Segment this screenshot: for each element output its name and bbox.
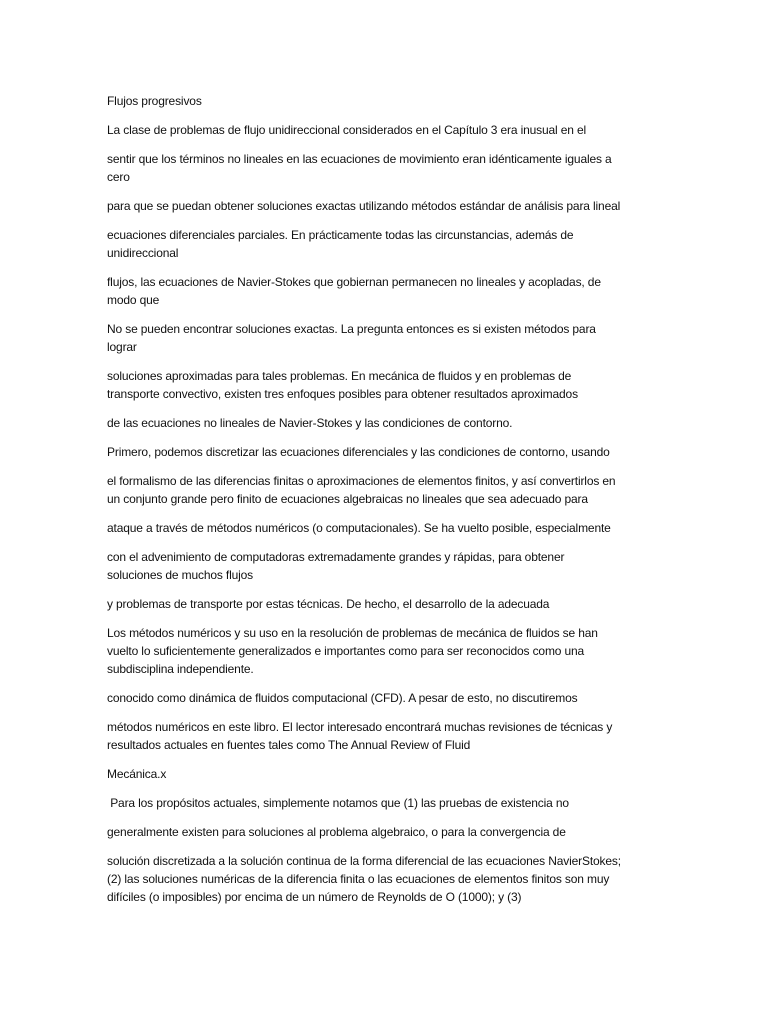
paragraph: Para los propósitos actuales, simplemente notamos que (1) las pruebas de existencia no: [107, 796, 569, 810]
paragraph: métodos numéricos en este libro. El lector interesado encontrará muchas revisiones de técnicas y resultados actuales en fuentes tales como The Annual Review of Fluid: [107, 720, 613, 752]
paragraph: y problemas de transporte por estas técnicas. De hecho, el desarrollo de la adecuada: [107, 597, 550, 611]
paragraph: soluciones aproximadas para tales problemas. En mecánica de fluidos y en problemas de transporte convectivo, existen tres enfoques posibles para obtener resultados aproximados: [107, 369, 578, 401]
paragraph: solución discretizada a la solución continua de la forma diferencial de las ecuaciones NavierStokes; (2) las soluciones numéricas de la diferencia finita o las ecuaciones de elementos finitos son muy difíciles (o imposibles) por encima de un número de Reynolds de O (1000); y (3): [107, 854, 621, 904]
paragraph: ecuaciones diferenciales parciales. En prácticamente todas las circunstancias, además de unidireccional: [107, 228, 574, 260]
paragraph: para que se puedan obtener soluciones exactas utilizando métodos estándar de análisis para lineal: [107, 199, 621, 213]
paragraph: Los métodos numéricos y su uso en la resolución de problemas de mecánica de fluidos se han vuelto lo suficientemente generalizados e importantes como para ser reconocidos como una subdisciplina independiente.: [107, 626, 598, 676]
paragraph: con el advenimiento de computadoras extremadamente grandes y rápidas, para obtener soluciones de muchos flujos: [107, 550, 565, 582]
paragraph: conocido como dinámica de fluidos computacional (CFD). A pesar de esto, no discutiremos: [107, 691, 578, 705]
paragraph: el formalismo de las diferencias finitas o aproximaciones de elementos finitos, y así convertirlos en un conjunto grande pero finito de ecuaciones algebraicas no lineales que sea adecuado para: [107, 474, 616, 506]
paragraph: de las ecuaciones no lineales de Navier-Stokes y las condiciones de contorno.: [107, 416, 513, 430]
paragraph: La clase de problemas de flujo unidireccional considerados en el Capítulo 3 era inusual en el: [107, 123, 587, 137]
paragraph: No se pueden encontrar soluciones exactas. La pregunta entonces es si existen métodos para lograr: [107, 322, 596, 354]
paragraph: Mecánica.x: [107, 767, 167, 781]
document-page: [107, 92, 659, 917]
paragraph: ataque a través de métodos numéricos (o computacionales). Se ha vuelto posible, especialmente: [107, 521, 611, 535]
paragraph: sentir que los términos no lineales en las ecuaciones de movimiento eran idénticamente iguales a cero: [107, 152, 612, 184]
document-heading: Flujos progresivos: [107, 94, 202, 108]
paragraph: generalmente existen para soluciones al problema algebraico, o para la convergencia de: [107, 825, 566, 839]
paragraph: flujos, las ecuaciones de Navier-Stokes que gobiernan permanecen no lineales y acopladas, de modo que: [107, 275, 601, 307]
paragraph: Primero, podemos discretizar las ecuaciones diferenciales y las condiciones de contorno, usando: [107, 445, 610, 459]
